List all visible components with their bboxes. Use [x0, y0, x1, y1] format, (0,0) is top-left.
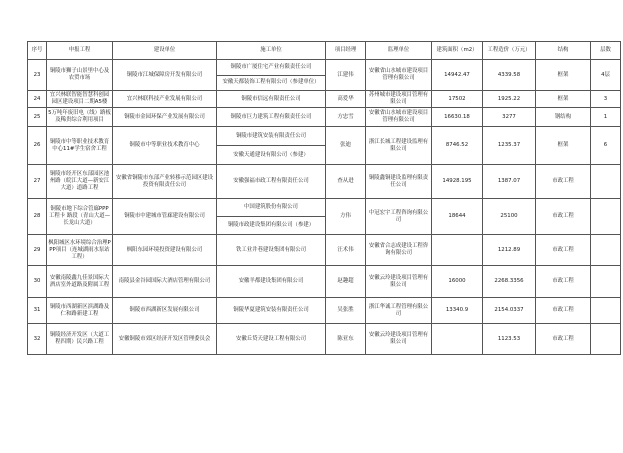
area-cell: 13340.9 — [432, 298, 483, 324]
header-cell: 工程造价（万元） — [483, 42, 536, 60]
project-cell: 铜陵市经开区东部园区池州路（皖江大道—新安江大道）道路工程 — [47, 165, 113, 199]
owner-cell: 安徽省铜陵市东部产业转移示范园区建设投资有限责任公司 — [113, 165, 217, 199]
area-cell: 16630.18 — [432, 108, 483, 127]
supervisor-cell: 安徽云玲建设项目管理有限公司 — [366, 266, 432, 298]
no-cell: 26 — [28, 127, 47, 165]
area-cell: 14928.195 — [432, 165, 483, 199]
owner-cell: 安徽铜陵市郊区经济开发区管理委员会 — [113, 324, 217, 355]
cost-cell: 1235.37 — [483, 127, 536, 165]
contractor-cell: 安徽强福市政工程有限责任公司 — [217, 165, 326, 199]
area-cell — [432, 324, 483, 355]
header-cell: 申报工程 — [47, 42, 113, 60]
floors-cell — [591, 199, 621, 235]
area-cell: 14942.47 — [432, 60, 483, 91]
structure-cell: 钢结构 — [536, 108, 591, 127]
floors-cell: 6 — [591, 127, 621, 165]
cost-cell: 2268.3356 — [483, 266, 536, 298]
area-cell — [432, 235, 483, 266]
no-cell: 30 — [28, 266, 47, 298]
project-cell: 铜陵市西湖新区滨湖路及仁和路新建工程 — [47, 298, 113, 324]
cost-cell: 4339.58 — [483, 60, 536, 91]
structure-cell: 框架 — [536, 127, 591, 165]
table-row — [28, 127, 621, 146]
structure-cell: 市政工程 — [536, 165, 591, 199]
supervisor-cell: 安徽省合志成建设工程咨询有限公司 — [366, 235, 432, 266]
project-cell: 枫阳城区水环境综合治理PPP项目（连城湖雨水泵站工程） — [47, 235, 113, 266]
contractor-cell: 铁工业井巷建设集团有限公司 — [217, 235, 326, 266]
owner-cell: 铜陵市中建城市管廊建设有限公司 — [113, 199, 217, 235]
project-cell: 5万吨年废旧电（线）路板及稀贵综合利用项目 — [47, 108, 113, 127]
header-cell: 项目经理 — [326, 42, 366, 60]
table-row — [28, 235, 621, 266]
table-body — [28, 60, 621, 355]
supervisor-cell: 苏州城市建设项目管理有限公司 — [366, 91, 432, 108]
structure-cell: 市政工程 — [536, 266, 591, 298]
structure-cell: 市政工程 — [536, 235, 591, 266]
structure-cell: 框架 — [536, 60, 591, 91]
table-row — [28, 266, 621, 298]
no-cell: 32 — [28, 324, 47, 355]
project-cell: 铜陵市中等职业技术教育中心11#学生宿舍工程 — [47, 127, 113, 165]
supervisor-cell: 中冠宏宇工程咨询有限公司 — [366, 199, 432, 235]
no-cell: 23 — [28, 60, 47, 91]
structure-cell: 市政工程 — [536, 199, 591, 235]
contractor-cell: 铜陵市信远有限责任公司 — [217, 91, 326, 108]
header-cell: 层数 — [591, 42, 621, 60]
contractor-cell: 铜陵市政建设集团有限公司（参建） — [217, 217, 326, 235]
supervisor-cell: 浙江华诚工程管理有限公司 — [366, 298, 432, 324]
contractor-cell: 铜陵市巨力建筑工程有限责任公司 — [217, 108, 326, 127]
owner-cell: 宜兴林联科技产业发展有限公司 — [113, 91, 217, 108]
cost-cell: 1925.22 — [483, 91, 536, 108]
supervisor-cell: 浙江长城工程建设监理有限公司 — [366, 127, 432, 165]
table-row — [28, 91, 621, 108]
cost-cell: 1123.53 — [483, 324, 536, 355]
cost-cell: 25100 — [483, 199, 536, 235]
table-row — [28, 165, 621, 199]
project-cell: 宜兴林联智能智慧科创园园区建设项目二期A5楼 — [47, 91, 113, 108]
manager-cell: 高爱华 — [326, 91, 366, 108]
floors-cell — [591, 165, 621, 199]
header-cell: 建设单位 — [113, 42, 217, 60]
floors-cell — [591, 298, 621, 324]
project-cell: 铜陵市地下综合管廊PPP工程卡 路段（青山大道—长龙山大道） — [47, 199, 113, 235]
floors-cell: 4层 — [591, 60, 621, 91]
contractor-cell: 铜陵市广厦住宅产业有限责任公司 — [217, 60, 326, 76]
floors-cell — [591, 324, 621, 355]
supervisor-cell: 安徽省山水城市建设项目管理有限公司 — [366, 108, 432, 127]
project-table — [27, 41, 621, 355]
table-row — [28, 298, 621, 324]
floors-cell — [591, 266, 621, 298]
table-row — [28, 60, 621, 76]
manager-cell: 方伟 — [326, 199, 366, 235]
owner-cell: 铜陵市中等职业技术教育中心 — [113, 127, 217, 165]
owner-cell: 铜陵市西湖新区发展有限公司 — [113, 298, 217, 324]
manager-cell: 赵趣超 — [326, 266, 366, 298]
area-cell: 17502 — [432, 91, 483, 108]
header-cell: 监理单位 — [366, 42, 432, 60]
cost-cell: 3277 — [483, 108, 536, 127]
project-cell: 安徽南陵鑫九佳景国际大酒店室外道路及附属工程 — [47, 266, 113, 298]
no-cell: 25 — [28, 108, 47, 127]
table-row — [28, 324, 621, 355]
supervisor-cell: 铜陵鑫铜建设监理有限责任公司 — [366, 165, 432, 199]
no-cell: 27 — [28, 165, 47, 199]
owner-cell: 铜陵市江城保障房开发有限公司 — [113, 60, 217, 91]
contractor-cell: 安徽羊都建设集团有限公司 — [217, 266, 326, 298]
no-cell: 24 — [28, 91, 47, 108]
area-cell: 8746.52 — [432, 127, 483, 165]
no-cell: 29 — [28, 235, 47, 266]
header-cell: 建筑面积（m2） — [432, 42, 483, 60]
area-cell: 18644 — [432, 199, 483, 235]
structure-cell: 市政工程 — [536, 298, 591, 324]
owner-cell: 枫阳东园环境投资建设有限公司 — [113, 235, 217, 266]
floors-cell — [591, 235, 621, 266]
table-row — [28, 199, 621, 217]
project-cell: 铜陵经济开发区（大道工程四期）民兴路工程 — [47, 324, 113, 355]
document-page — [27, 41, 614, 355]
owner-cell: 铜陵市金园环保产业发展有限公司 — [113, 108, 217, 127]
contractor-cell: 铜陵华夏建筑安装有限责任公司 — [217, 298, 326, 324]
manager-cell: 汪术伟 — [326, 235, 366, 266]
contractor-cell: 中国建筑股份有限公司 — [217, 199, 326, 217]
header-cell: 序号 — [28, 42, 47, 60]
contractor-cell: 安徽丘贷天建设工程有限公司 — [217, 324, 326, 355]
owner-cell: 南陵县金谷园国际大酒店管理有限公司 — [113, 266, 217, 298]
structure-cell: 市政工程 — [536, 324, 591, 355]
supervisor-cell: 安徽省山水城市建设项目管理有限公司 — [366, 60, 432, 91]
area-cell: 16000 — [432, 266, 483, 298]
contractor-cell: 安徽天通建设有限公司（参建） — [217, 146, 326, 165]
floors-cell: 1 — [591, 108, 621, 127]
no-cell: 28 — [28, 199, 47, 235]
project-cell: 铜陵市狮子山景里中心及农贸市场 — [47, 60, 113, 91]
manager-cell: 张迪 — [326, 127, 366, 165]
contractor-cell: 安徽天都装饰工程有限公司（参建单位） — [217, 75, 326, 91]
floors-cell: 3 — [591, 91, 621, 108]
manager-cell: 查从进 — [326, 165, 366, 199]
table-row — [28, 108, 621, 127]
cost-cell: 1212.89 — [483, 235, 536, 266]
manager-cell: 陈亚东 — [326, 324, 366, 355]
manager-cell: 方忠雪 — [326, 108, 366, 127]
header-cell: 结构 — [536, 42, 591, 60]
table-header-row — [28, 42, 621, 60]
supervisor-cell: 安徽云玲建设项目管理有限公司 — [366, 324, 432, 355]
cost-cell: 2154.0337 — [483, 298, 536, 324]
manager-cell: 江建伟 — [326, 60, 366, 91]
cost-cell: 1387.07 — [483, 165, 536, 199]
contractor-cell: 铜陵市建筑安装有限责任公司 — [217, 127, 326, 146]
structure-cell: 框架 — [536, 91, 591, 108]
manager-cell: 吴张胜 — [326, 298, 366, 324]
header-cell: 施工单位 — [217, 42, 326, 60]
no-cell: 31 — [28, 298, 47, 324]
